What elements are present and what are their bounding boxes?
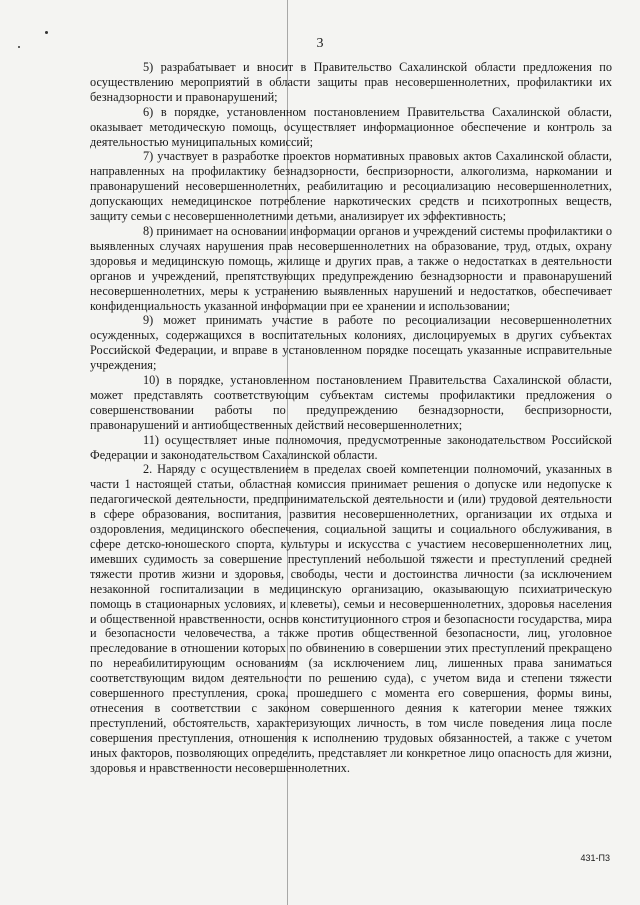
paragraph: 9) может принимать участие в работе по ресоциализации несовершеннолетних осужденных, содержащихся в воспитательных колониях, дислоцируемых в других субъектах Российской Федерации, и вправе в установленном порядке посещать указанные исправительные учреждения; bbox=[90, 313, 612, 373]
paragraph: 2. Наряду с осуществлением в пределах своей компетенции полномочий, указанных в части 1 настоящей статьи, областная комиссия принимает решения о допуске или недопуске к педагогической деятельности, предпринимательской деятельности и (или) трудовой деятельности в сфере образования, воспитания, развития несовершеннолетних, организации их отдыха и оздоровления, медицинского обеспечения, социальной защиты и социального обслуживания, в сфере детско-юношеского спорта, культуры и искусства с участием несовершеннолетних лиц, имевших судимость за совершение преступлений небольшой тяжести и преступлений средней тяжести против жизни и здоровья, свободы, чести и достоинства личности (за исключением незаконной госпитализации в медицинскую организацию, оказывающую психиатрическую помощь в стационарных условиях, и клеветы), семьи и несовершеннолетних, здоровья населения и общественной нравственности, основ конституционного строя и безопасности государства, мира и безопасности человечества, а также против общественной безопасности, лиц, уголовное преследование в отношении которых по обвинению в совершении этих преступлений прекращено по нереабилитирующим основаниям (за исключением лиц, лишенных права заниматься соответствующим видом деятельности по решению суда), с учетом вида и степени тяжести совершенного преступления, срока, прошедшего с момента его совершения, формы вины, отнесения в соответствии с законом совершенного деяния к категории менее тяжких преступлений, обстоятельств, характеризующих личность, в том числе поведения лица после совершения преступления, отношения к исполнению трудовых обязанностей, а также с учетом иных факторов, позволяющих определить, представляет ли конкретное лицо опасность для жизни, здоровья и нравственности несовершеннолетних. bbox=[90, 462, 612, 775]
document-code: 431-П3 bbox=[580, 853, 610, 863]
page-number: 3 bbox=[316, 36, 324, 51]
scan-speck bbox=[45, 31, 48, 34]
paragraph: 11) осуществляет иные полномочия, предусмотренные законодательством Российской Федерации и законодательством Сахалинской области. bbox=[90, 432, 612, 462]
body-text bbox=[90, 60, 612, 776]
paragraph: 7) участвует в разработке проектов нормативных правовых актов Сахалинской области, направленных на профилактику безнадзорности, беспризорности, алкоголизма, наркомании и правонарушений несовершеннолетних, реабилитацию и ресоциализацию несовершеннолетних, допускающих немедицинское потребление наркотических средств и психотропных веществ, защиту семьи с несовершеннолетними детьми, анализирует их эффективность; bbox=[90, 149, 612, 224]
paragraph: 5) разрабатывает и вносит в Правительство Сахалинской области предложения по осуществлению мероприятий в области защиты прав несовершеннолетних, профилактики их безнадзорности и правонарушений; bbox=[90, 60, 612, 104]
paragraph: 10) в порядке, установленном постановлением Правительства Сахалинской области, может представлять соответствующим субъектам системы профилактики предложения о совершенствовании работы по предупреждению безнадзорности, беспризорности, правонарушений и антиобщественных действий несовершеннолетних; bbox=[90, 373, 612, 432]
paragraph: 6) в порядке, установленном постановлением Правительства Сахалинской области, оказывает методическую помощь, осуществляет информационное обеспечение и контроль за деятельностью муниципальных комиссий; bbox=[90, 104, 612, 149]
paragraph: 8) принимает на основании информации органов и учреждений системы профилактики о выявленных случаях нарушения прав несовершеннолетних на образование, труд, отдых, охрану здоровья и медицинскую помощь, жилище и других прав, а также о недостатках в деятельности органов и учреждений, препятствующих предупреждению безнадзорности и правонарушений несовершеннолетних, меры к устранению выявленных нарушений и недостатков, обеспечивает конфиденциальность указанной информации при ее хранении и использовании; bbox=[90, 223, 612, 313]
